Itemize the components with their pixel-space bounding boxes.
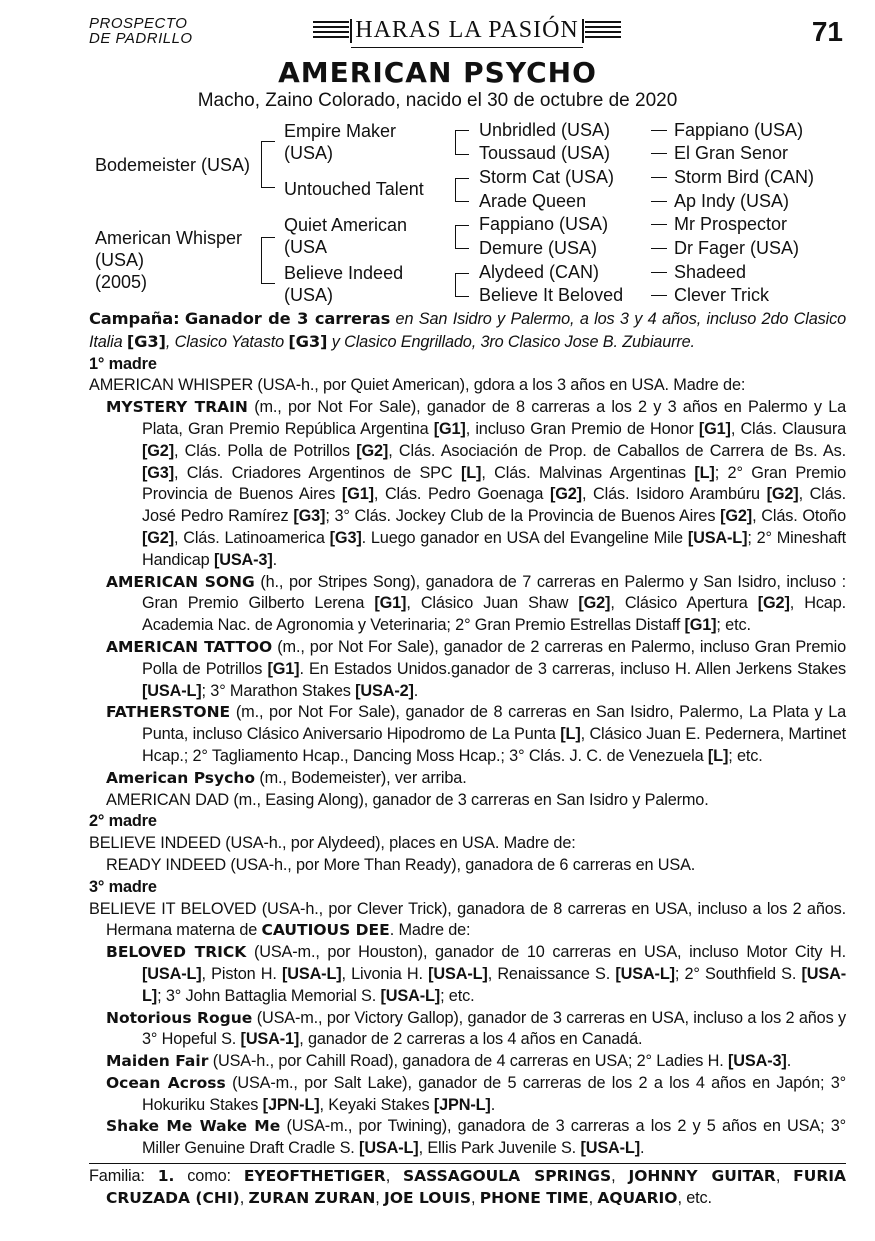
pedigree-g2-3b: (USA <box>284 237 328 257</box>
pedigree-g4-2: El Gran Senor <box>674 143 789 163</box>
pedigree-bracket <box>261 237 262 283</box>
family-member: JOHNNY GUITAR <box>628 1167 776 1186</box>
offspring-text: , Ellis Park Juvenile S. <box>418 1139 581 1158</box>
pedigree-g3-8: Believe It Beloved <box>479 285 624 305</box>
campaign-label: Campaña: <box>89 309 180 328</box>
offspring-name: Ocean Across <box>106 1073 226 1092</box>
grade-tag: [G3] <box>288 331 328 351</box>
offspring-text: , Clásico Juan Shaw <box>406 594 579 613</box>
pedigree-tick <box>261 237 275 238</box>
offspring-text: ; etc. <box>716 616 751 635</box>
pedigree-bracket <box>455 225 456 248</box>
offspring-text: , Renaissance S. <box>487 964 616 983</box>
offspring-text: (USA-m., por Salt Lake), ganador de 5 carreras de los 2 a los 4 años en Japón; 3° Hokuriku Stakes <box>142 1073 846 1114</box>
horse-name: AMERICAN PSYCHO <box>278 56 597 89</box>
grade-tag: [G2] <box>142 528 174 547</box>
campaign-paragraph <box>89 308 846 354</box>
offspring-text: . <box>413 681 419 700</box>
pedigree-g3-3: Storm Cat (USA) <box>479 167 615 187</box>
header-label-line1: PROSPECTO <box>89 15 188 32</box>
grade-tag: [G2] <box>549 485 582 504</box>
pedigree-bracket <box>455 273 456 296</box>
offspring-text: ; etc. <box>728 746 763 765</box>
grade-tag: [JPN-L] <box>262 1095 320 1114</box>
grade-tag: [JPN-L] <box>433 1095 491 1114</box>
grade-tag: [USA-L] <box>142 964 202 983</box>
offspring-text: (m., por Not For Sale), ganador de 2 carreras en Palermo, incluso Gran Premio Polla de Potrillos <box>142 637 847 678</box>
offspring-notorious-rogue <box>89 1008 846 1052</box>
header-section-label <box>89 16 193 46</box>
offspring-text: , Hcap. Academia Nac. de Agronomia y Veterinaria; 2° Gran Premio Estrellas Distaff <box>142 594 846 635</box>
family-member: PHONE TIME <box>479 1188 589 1207</box>
grade-tag: [L] <box>460 463 482 482</box>
grade-tag: [L] <box>560 725 581 744</box>
pedigree-tick <box>455 178 469 179</box>
grade-tag: [USA-L] <box>359 1139 419 1158</box>
family-text: como: <box>174 1167 244 1186</box>
pedigree-sire: Bodemeister (USA) <box>95 155 251 175</box>
offspring-text: ; 2° Southfield S. <box>674 964 802 983</box>
offspring-text: (USA-m., por Houston), ganador de 10 carreras en USA, incluso Motor City H. <box>246 943 846 962</box>
document-body <box>89 308 846 1210</box>
family-member: AQUARIO <box>597 1188 678 1207</box>
intro-text: . Madre de: <box>389 921 471 940</box>
grade-tag: [USA-L] <box>380 986 441 1005</box>
offspring-maiden-fair <box>89 1051 846 1073</box>
grade-tag: [G3] <box>142 463 174 482</box>
pedigree-g3-2: Toussaud (USA) <box>479 143 611 163</box>
pedigree-tick <box>455 201 469 202</box>
brand-underline <box>351 47 583 48</box>
family-text: , etc. <box>677 1188 712 1207</box>
grade-tag: [USA-3] <box>728 1052 787 1071</box>
offspring-text: , Livonia H. <box>341 964 429 983</box>
pedigree-g2-1a: Empire Maker <box>284 121 397 141</box>
offspring-text: ; 3° John Battaglia Memorial S. <box>157 986 381 1005</box>
pedigree-tick <box>455 130 469 131</box>
offspring-text: , Keyaki Stakes <box>319 1095 434 1114</box>
pedigree-tick <box>455 225 469 226</box>
offspring-mystery-train <box>89 397 846 571</box>
grade-tag: [USA-L] <box>142 681 202 700</box>
header-label-line2: DE PADRILLO <box>89 30 193 47</box>
grade-tag: [G2] <box>142 441 174 460</box>
pedigree-dash <box>651 130 667 131</box>
second-dam-intro: BELIEVE INDEED (USA-h., por Alydeed), places en USA. Madre de: <box>89 834 576 853</box>
offspring-text: , ganador de 2 carreras a los 4 años en Canadá. <box>299 1030 643 1049</box>
offspring-american-song <box>89 572 846 637</box>
offspring-name: FATHERSTONE <box>106 703 231 722</box>
grade-tag: [USA-1] <box>240 1030 300 1049</box>
pedigree-tick <box>261 141 275 142</box>
grade-tag: [G1] <box>267 659 300 678</box>
grade-tag: [G1] <box>341 485 374 504</box>
pedigree-g3-7: Alydeed (CAN) <box>479 262 600 282</box>
offspring-text: (USA-h., por Cahill Road), ganadora de 4 carreras en USA; 2° Ladies H. <box>208 1052 729 1071</box>
pedigree-g4-3: Storm Bird (CAN) <box>674 167 815 187</box>
grade-tag: [USA-L] <box>580 1139 640 1158</box>
grade-tag: [G2] <box>578 594 611 613</box>
pedigree-g4-7: Shadeed <box>674 262 747 282</box>
offspring-text: ; etc. <box>440 986 475 1005</box>
family-sep: , <box>375 1188 385 1207</box>
grade-tag: [USA-L] <box>428 964 488 983</box>
family-sep: , <box>611 1167 629 1186</box>
grade-tag: [L] <box>707 746 729 765</box>
pedigree-dam-line3: (2005) <box>95 272 148 292</box>
family-member: SASSAGOULA SPRINGS <box>403 1167 612 1186</box>
pedigree-tick <box>455 296 469 297</box>
offspring-text: (m., Bodemeister), ver arriba. <box>254 768 467 787</box>
pedigree-g4-6: Dr Fager (USA) <box>674 238 800 258</box>
offspring-name: American Psycho <box>106 768 255 787</box>
grade-tag: [USA-L] <box>281 964 342 983</box>
pedigree-g4-4: Ap Indy (USA) <box>674 191 790 211</box>
offspring-text: ; 3° Marathon Stakes <box>201 681 356 700</box>
offspring-name: BELOVED TRICK <box>106 943 247 962</box>
family-line <box>89 1166 846 1210</box>
family-sep: , <box>385 1167 403 1186</box>
pedigree-tick <box>455 273 469 274</box>
first-dam-heading: 1° madre <box>89 354 157 373</box>
pedigree-g2-1b: (USA) <box>284 143 333 163</box>
pedigree-dam-line2: (USA) <box>95 250 144 270</box>
offspring-beloved-trick <box>89 942 846 1007</box>
offspring-text: (USA-m., por Victory Gallop), ganador de 3 carreras en USA, incluso a los 2 años y 3° Hopeful S. <box>142 1008 846 1049</box>
campaign-text: , Clasico Yatasto <box>165 332 289 351</box>
family-member: FURIA CRUZADA (CHI) <box>106 1167 847 1207</box>
third-dam-intro <box>89 899 846 943</box>
pedigree-tick <box>261 187 275 188</box>
grade-tag: [G1] <box>684 616 717 635</box>
first-dam-intro: AMERICAN WHISPER (USA-h., por Quiet American), gdora a los 3 años en USA. Madre de: <box>89 376 746 395</box>
offspring-text: ; 2° Mineshaft Handicap <box>142 528 846 569</box>
offspring-text: , Clás. Polla de Potrillos <box>173 441 357 460</box>
pedigree-g4-8: Clever Trick <box>674 285 770 305</box>
grade-tag: [G1] <box>374 594 407 613</box>
grade-tag: [G3] <box>126 331 166 351</box>
second-dam-heading: 2° madre <box>89 812 157 831</box>
pedigree-bracket <box>261 141 262 187</box>
pedigree-g4-5: Mr Prospector <box>674 214 788 234</box>
pedigree-dash <box>651 177 667 178</box>
offspring-text: ; 3° Clás. Jockey Club de la Provincia de Buenos Aires <box>325 507 721 526</box>
grade-tag: [G3] <box>293 507 326 526</box>
grade-tag: [USA-L] <box>615 964 675 983</box>
grade-tag: [G3] <box>329 528 362 547</box>
pedigree-g3-1: Unbridled (USA) <box>479 120 611 140</box>
offspring-name: Notorious Rogue <box>106 1008 253 1027</box>
horse-description: Macho, Zaino Colorado, nacido el 30 de octubre de 2020 <box>197 90 678 111</box>
family-member: EYEOFTHETIGER <box>243 1167 386 1186</box>
pedigree-bracket <box>455 178 456 201</box>
offspring-text: ; 2° Gran Premio Provincia de Buenos Aires <box>142 463 846 504</box>
offspring-text: . Luego ganador en USA del Evangeline Mile <box>361 528 688 547</box>
pedigree-chart <box>0 118 875 308</box>
pedigree-dash <box>651 248 667 249</box>
pedigree-g2-4b: (USA) <box>284 285 333 305</box>
brand-bars-right-icon <box>585 21 621 41</box>
grade-tag: [G2] <box>356 441 389 460</box>
offspring-text: , Clás. Clausura <box>730 419 846 438</box>
pedigree-dash <box>651 201 667 202</box>
pedigree-g2-4a: Believe Indeed <box>284 263 404 283</box>
pedigree-dash <box>651 153 667 154</box>
pedigree-g3-6: Demure (USA) <box>479 238 598 258</box>
family-member: JOE LOUIS <box>384 1188 471 1207</box>
offspring-text: , Clás. José Pedro Ramírez <box>142 485 846 526</box>
family-sep: , <box>588 1188 598 1207</box>
grade-tag: [G1] <box>433 419 466 438</box>
offspring-text: (USA-m., por Twining), ganadora de 3 carreras a los 2 y 5 años en USA; 3° Miller Genuine Draft Cradle S. <box>142 1117 846 1158</box>
grade-tag: [USA-L] <box>142 964 846 1005</box>
offspring-text: . <box>639 1139 645 1158</box>
family-sep: , <box>239 1188 249 1207</box>
offspring-name: AMERICAN TATTOO <box>106 637 273 656</box>
pedigree-tick <box>261 283 275 284</box>
pedigree-dash <box>651 295 667 296</box>
offspring-text: , Clás. Isidoro Arambúru <box>581 485 767 504</box>
grade-tag: [USA-3] <box>213 550 273 569</box>
offspring-text: , Clás. Pedro Goenaga <box>373 485 550 504</box>
offspring-text: . En Estados Unidos.ganador de 3 carreras, incluso H. Allen Jerkens Stakes <box>299 659 846 678</box>
offspring-text: , Clás. Malvinas Argentinas <box>481 463 695 482</box>
family-sep: , <box>775 1167 794 1186</box>
pedigree-dash <box>651 224 667 225</box>
offspring-ready-indeed: READY INDEED (USA-h., por More Than Ready), ganadora de 6 carreras en USA. <box>106 855 696 874</box>
offspring-text: , Clás. Criadores Argentinos de SPC <box>173 463 461 482</box>
offspring-text: (m., por Not For Sale), ganador de 8 carreras a los 2 y 3 años en Palermo y La Plata, Gran Premio República Argentina <box>142 398 846 438</box>
offspring-american-dad: AMERICAN DAD (m., Easing Along), ganador de 3 carreras en San Isidro y Palermo. <box>106 790 709 809</box>
family-divider <box>89 1163 846 1164</box>
grade-tag: [G2] <box>757 594 790 613</box>
pedigree-bracket <box>455 130 456 154</box>
intro-text: BELIEVE IT BELOVED (USA-h., por Clever Trick), ganadora de 8 carreras en USA, incluso a los 2 años. Hermana materna de <box>89 899 846 940</box>
pedigree-tick <box>455 248 469 249</box>
pedigree-tick <box>455 154 469 155</box>
offspring-text: . <box>490 1095 496 1114</box>
offspring-text: (m., por Not For Sale), ganador de 8 carreras en San Isidro, Palermo, La Plata y La Punta, incluso Clásico Aniversario Hipodromo de La Punta <box>142 703 846 744</box>
offspring-name: MYSTERY TRAIN <box>106 398 248 417</box>
pedigree-g3-4: Arade Queen <box>479 191 587 211</box>
offspring-text: . <box>272 550 277 569</box>
offspring-text: , Clásico Juan E. Pedernera, Martinet Hcap.; 2° Tagliamento Hcap., Dancing Moss Hcap.; 3° Clás. J. C. de Venezuela <box>142 725 847 765</box>
grade-tag: [USA-L] <box>687 528 748 547</box>
offspring-shake-me-wake-me <box>89 1116 846 1160</box>
offspring-text: . <box>786 1052 792 1071</box>
pedigree-dash <box>651 272 667 273</box>
offspring-text: , Clásico Apertura <box>610 594 758 613</box>
pedigree-g4-1: Fappiano (USA) <box>674 120 804 140</box>
pedigree-dam-line1: American Whisper <box>95 228 243 248</box>
family-label: Familia: <box>89 1167 158 1186</box>
page-number: 71 <box>811 16 843 47</box>
offspring-name: Shake Me Wake Me <box>106 1117 281 1136</box>
pedigree-g2-2a: Untouched Talent <box>284 179 424 199</box>
offspring-text: , Clás. Latinoamerica <box>173 528 330 547</box>
grade-tag: [G2] <box>720 507 753 526</box>
brand-title: HARAS LA PASIÓN <box>355 17 579 43</box>
grade-tag: [L] <box>694 463 715 482</box>
sibling-name: CAUTIOUS DEE <box>261 921 390 940</box>
family-number: 1. <box>157 1167 175 1186</box>
offspring-text: , incluso Gran Premio de Honor <box>465 419 699 438</box>
pedigree-g2-3a: Quiet American <box>284 215 408 235</box>
offspring-text: , Piston H. <box>201 964 282 983</box>
family-sep: , <box>471 1188 480 1207</box>
offspring-name: AMERICAN SONG <box>106 572 255 591</box>
offspring-text: (h., por Stripes Song), ganadora de 7 carreras en Palermo y San Isidro, incluso : Gran Premio Gilberto Lerena <box>142 572 846 613</box>
offspring-name: Maiden Fair <box>106 1052 209 1071</box>
campaign-wins: Ganador de 3 carreras <box>184 309 391 328</box>
offspring-text: , Clás. Asociación de Prop. de Caballos de Carrera de Bs. As. <box>388 441 846 460</box>
grade-tag: [G1] <box>698 419 731 438</box>
family-member: ZURAN ZURAN <box>248 1188 376 1207</box>
offspring-american-tattoo <box>89 637 846 702</box>
offspring-fatherstone <box>89 702 846 767</box>
pedigree-g3-5: Fappiano (USA) <box>479 214 609 234</box>
third-dam-heading: 3° madre <box>89 877 157 896</box>
campaign-text: y Clasico Engrillado, 3ro Clasico Jose B. Zubiaurre. <box>327 332 695 351</box>
offspring-text: , Clás. Otoño <box>752 507 846 526</box>
offspring-ocean-across <box>89 1073 846 1117</box>
header-brand <box>313 17 621 49</box>
grade-tag: [G2] <box>766 485 799 504</box>
offspring-american-psycho <box>89 768 846 790</box>
campaign-text: en San Isidro y Palermo, a los 3 y 4 años, incluso 2do Clasico Italia <box>89 310 847 351</box>
grade-tag: [USA-2] <box>355 681 414 700</box>
